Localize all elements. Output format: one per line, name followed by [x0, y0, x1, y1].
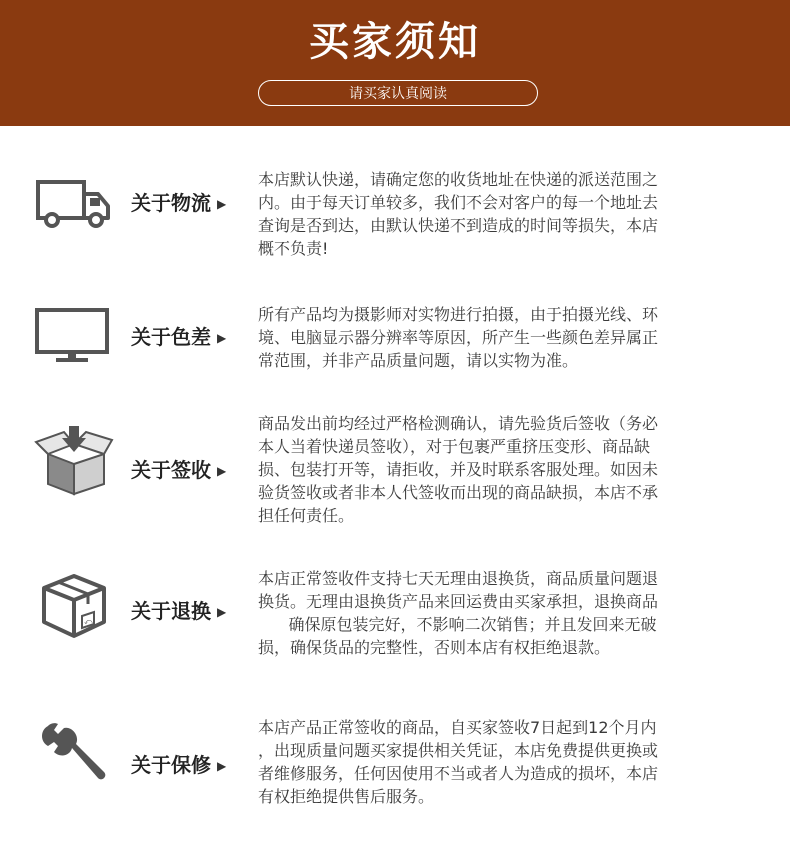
text-sign-for: 商品发出前均经过严格检测确认，请先验货后签收（务必 本人当着快递员签收），对于包裹严重挤压变形、商品缺 损、包装打开等，请拒收，并及时联系客服处理。如因未 验货签收或者非本人代签收而出现的商品缺损，本店不承 担任何责任。 — [258, 414, 659, 525]
heading-warranty — [131, 752, 251, 779]
arrow-right-icon: ▶ — [217, 464, 227, 478]
heading-sign-for — [131, 457, 251, 484]
open-box-icon — [34, 424, 114, 496]
header-banner — [0, 0, 790, 126]
subtitle-pill: 请买家认真阅读 — [258, 80, 538, 106]
arrow-right-icon: ▶ — [217, 605, 227, 619]
heading-logistics — [131, 190, 251, 217]
text-logistics: 本店默认快递，请确定您的收货地址在快递的派送范围之 内。由于每天订单较多，我们不会对客户的每一个地址去 查询是否到达，由默认快递不到造成的时间等损失，本店 概不负责! — [258, 170, 659, 258]
text-color-difference: 所有产品均为摄影师对实物进行拍摄，由于拍摄光线、环 境、电脑显示器分辨率等原因，所产生一些颜色差异属正 常范围，并非产品质量问题，请以实物为准。 — [258, 305, 659, 370]
heading-label: 关于色差 — [131, 325, 211, 349]
text-warranty: 本店产品正常签收的商品，自买家签收7日起到12个月内 ，出现质量问题买家提供相关凭证，本店免费提供更换或 者维修服务，任何因使用不当或者人为造成的损坏，本店 有权拒绝提供售后服务。 — [258, 718, 659, 806]
wrench-icon — [34, 716, 114, 788]
monitor-icon — [34, 302, 114, 374]
svg-text:⤺: ⤺ — [84, 617, 93, 626]
return-package-icon — [34, 570, 114, 642]
heading-return-exchange — [131, 598, 251, 625]
delivery-truck-icon — [34, 172, 114, 244]
heading-label: 关于签收 — [131, 458, 211, 482]
arrow-right-icon: ▶ — [217, 759, 227, 773]
page-title: 买家须知 — [309, 19, 481, 65]
arrow-right-icon: ▶ — [217, 331, 227, 345]
heading-color-difference — [131, 324, 251, 351]
heading-label: 关于物流 — [131, 191, 211, 215]
heading-label: 关于退换 — [131, 599, 211, 623]
heading-label: 关于保修 — [131, 753, 211, 777]
arrow-right-icon: ▶ — [217, 197, 227, 211]
text-return-exchange: 本店正常签收件支持七天无理由退换货，商品质量问题退 换货。无理由退换货产品来回运费由买家承担，退换商品 确保原包装完好，不影响二次销售；并且发回来无破 损，确保货品的完整性，否则本店有权拒绝退款。 — [258, 569, 659, 657]
